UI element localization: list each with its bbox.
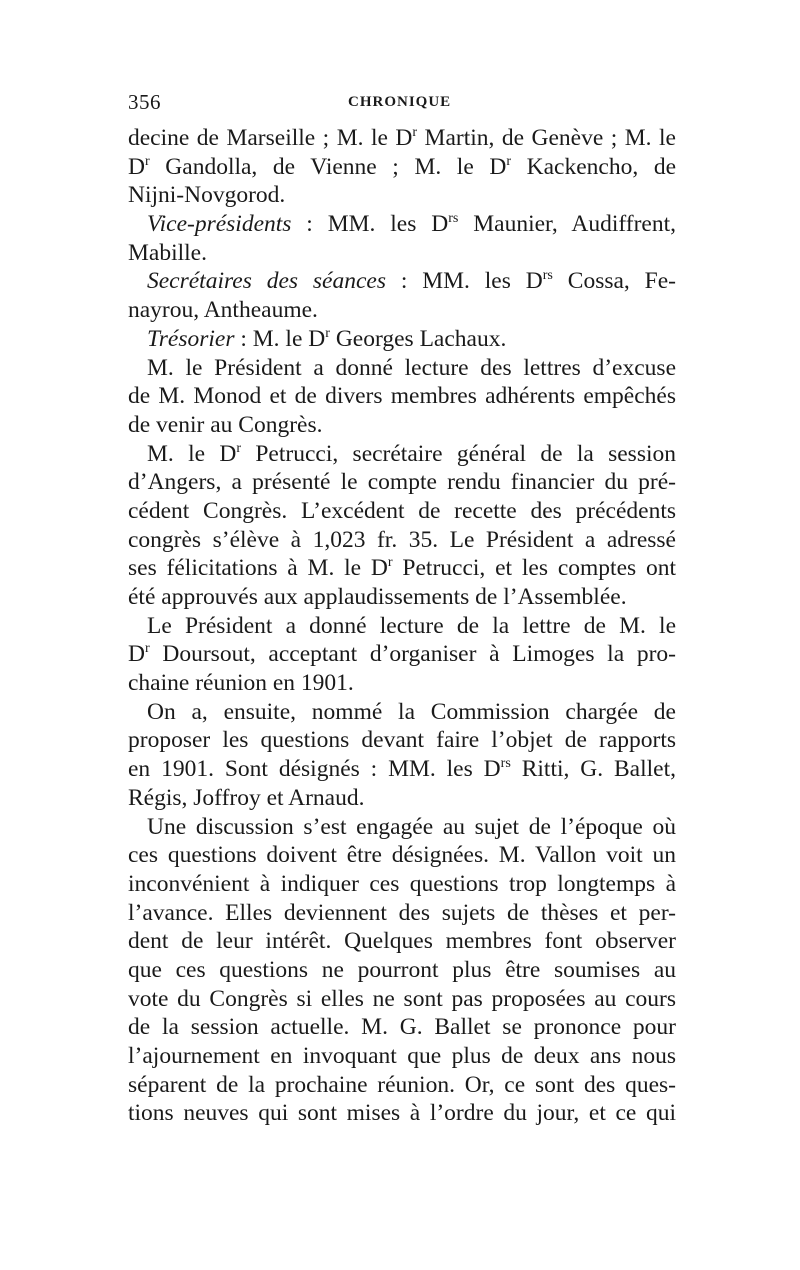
superscript: r <box>412 124 418 141</box>
text-run: Petrucci, et les comptes ont <box>392 555 676 582</box>
text-line <box>128 1071 676 1100</box>
running-head: CHRONIQUE <box>348 94 452 110</box>
text-run: de venir au Congrès. <box>128 411 323 438</box>
text-run: inconvénient à indiquer ces questions trop longtemps à <box>128 870 676 897</box>
body-text <box>128 124 676 1128</box>
text-line <box>128 296 676 325</box>
text-run: proposer les questions devant faire l’objet de rapports <box>128 727 676 754</box>
text-line <box>128 181 676 210</box>
text-line <box>128 267 676 296</box>
text-run: decine de Marseille ; M. le D <box>128 125 413 151</box>
text-run: de M. Monod et de divers membres adhérents empêchés <box>128 383 676 410</box>
text-line <box>128 927 676 956</box>
text-run: nayrou, Antheaume. <box>128 297 318 324</box>
text-line <box>128 239 676 268</box>
text-run: D <box>128 153 145 180</box>
page-header <box>128 90 676 120</box>
text-line <box>128 411 676 440</box>
text-line <box>128 813 676 842</box>
text-run: D <box>128 641 145 668</box>
text-run: d’Angers, a présenté le compte rendu financier du pré- <box>128 469 676 496</box>
text-run: On a, ensuite, nommé la Commission chargée de <box>147 698 676 725</box>
text-run: que ces questions ne pourront plus être soumises au <box>128 956 676 983</box>
text-line <box>128 124 676 153</box>
text-line <box>128 497 676 526</box>
text-line <box>128 382 676 411</box>
text-line <box>128 325 676 354</box>
text-run: dent de leur intérêt. Quelques membres font observer <box>128 928 676 955</box>
text-run: été approuvés aux applaudissements de l’Assemblée. <box>128 584 627 610</box>
text-line <box>128 1013 676 1042</box>
text-run: l’ajournement en invoquant que plus de deux ans nous <box>128 1043 676 1069</box>
italic-label: Secrétaires des séances <box>147 268 386 295</box>
text-line <box>128 899 676 928</box>
text-run: Martin, de Genève ; M. le <box>417 125 676 151</box>
text-run: Une discussion s’est engagée au sujet de l’époque où <box>147 813 676 840</box>
text-line <box>128 583 676 612</box>
text-run: en 1901. Sont désignés : MM. les D <box>128 756 501 783</box>
text-run: Petrucci, secrétaire général de la session <box>241 440 677 467</box>
text-run: Le Président a donné lecture de la lettre de M. le <box>147 612 676 639</box>
text-run: cédent Congrès. L’excédent de recette des précédents <box>128 497 676 524</box>
text-run: M. le Président a donné lecture des lettres d’excuse <box>147 354 676 381</box>
text-run: l’avance. Elles deviennent des sujets de thèses et per- <box>128 899 676 926</box>
text-line <box>128 841 676 870</box>
text-line <box>128 440 676 469</box>
text-run: : M. le D <box>234 325 326 352</box>
text-line <box>128 726 676 755</box>
text-run: M. le D <box>147 440 237 467</box>
superscript: r <box>144 152 150 169</box>
text-line <box>128 698 676 727</box>
text-line <box>128 755 676 784</box>
page-number: 356 <box>128 90 161 114</box>
text-run: Régis, Joffroy et Arnaud. <box>128 784 365 811</box>
text-run: ces questions doivent être désignées. M. Vallon voit un <box>128 842 676 869</box>
text-run: : MM. les D <box>385 268 543 295</box>
text-run: tions neuves qui sont mises à l’ordre du jour, et ce qui <box>128 1100 676 1127</box>
text-run: séparent de la prochaine réunion. Or, ce sont des ques- <box>128 1071 676 1098</box>
text-line <box>128 1042 676 1071</box>
superscript: rs <box>500 755 511 772</box>
text-line <box>128 870 676 899</box>
text-line <box>128 554 676 583</box>
text-line <box>128 640 676 669</box>
text-line <box>128 526 676 555</box>
superscript: r <box>236 439 242 456</box>
text-line <box>128 612 676 641</box>
superscript: r <box>325 324 330 341</box>
text-line <box>128 468 676 497</box>
italic-label: Vice-présidents <box>147 211 292 238</box>
text-run: ses félicitations à M. le D <box>128 555 388 582</box>
text-run: Nijni-Novgorod. <box>128 182 286 209</box>
text-run: : MM. les D <box>291 211 449 238</box>
text-run: congrès s’élève à 1,023 fr. 35. Le Président a adressé <box>128 526 676 553</box>
superscript: rs <box>542 267 553 284</box>
superscript: r <box>506 152 512 169</box>
text-run: Doursout, acceptant d’organiser à Limoges la pro- <box>149 641 676 668</box>
text-line <box>128 354 676 383</box>
text-run: Georges Lachaux. <box>329 325 507 352</box>
text-run: Kackencho, de <box>511 153 676 180</box>
superscript: r <box>387 554 393 571</box>
text-run: Mabille. <box>128 239 207 266</box>
text-line <box>128 1099 676 1128</box>
italic-label: Trésorier <box>147 325 235 352</box>
text-run: de la session actuelle. M. G. Ballet se prononce pour <box>128 1014 676 1041</box>
text-run: Cossa, Fe- <box>552 268 676 295</box>
text-line <box>128 669 676 698</box>
superscript: rs <box>448 210 459 227</box>
text-line <box>128 985 676 1014</box>
text-line <box>128 784 676 813</box>
text-run: Ritti, G. Ballet, <box>510 756 677 783</box>
text-run: Gandolla, de Vienne ; M. le D <box>149 153 507 180</box>
text-line <box>128 956 676 985</box>
text-run: chaine réunion en 1901. <box>128 670 354 697</box>
superscript: r <box>144 640 150 657</box>
text-line <box>128 153 676 182</box>
text-line <box>128 210 676 239</box>
text-run: Maunier, Audiffrent, <box>458 211 676 238</box>
text-run: vote du Congrès si elles ne sont pas proposées au cours <box>128 985 676 1012</box>
